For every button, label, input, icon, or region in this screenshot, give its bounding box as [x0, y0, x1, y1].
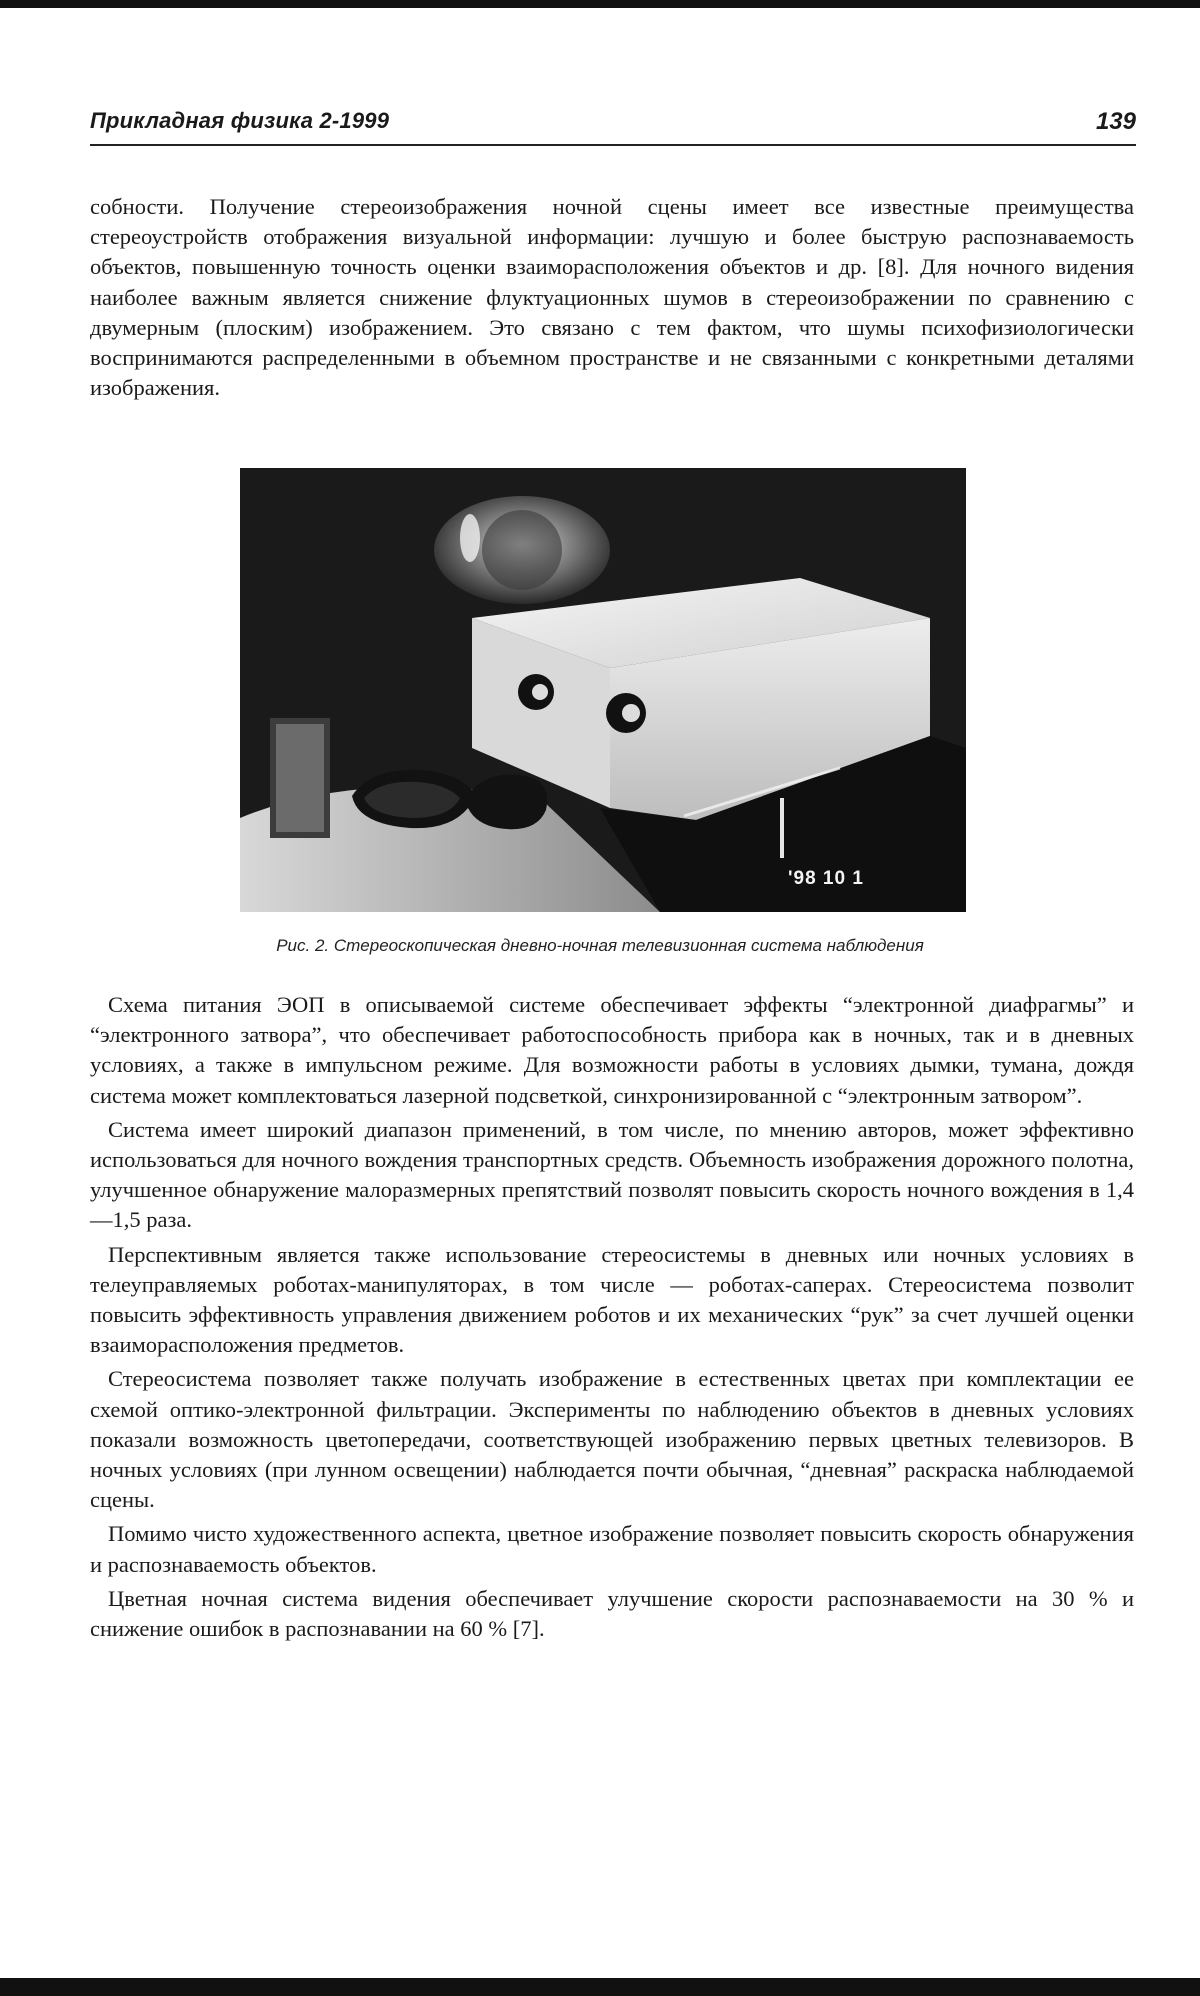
paragraph: Перспективным является также использование стереосистемы в дневных или ночных условиях в телеуправляемых роботах-манипуляторах, в том числе — роботах-саперах. Стереосистема позволит повысить эффективность управления движением роботов и их механических “рук” за счет лучшей оценки взаиморасположения предметов.: [90, 1241, 1134, 1358]
paragraph: Схема питания ЭОП в описываемой системе обеспечивает эффекты “электронной диафрагмы” и “электронного затвора”, что обеспечивает работоспособность прибора как в ночных, так и в дневных условиях, а также в импульсном режиме. Для возможности работы в условиях дымки, тумана, дождя система может комплектоваться лазерной подсветкой, синхронизированной с “электронным затвором”.: [90, 992, 1134, 1108]
page-header: [90, 104, 1136, 146]
paragraph: Цветная ночная система видения обеспечивает улучшение скорости распознаваемости на 30 % и снижение ошибок в распознавании на 60 % [7].: [90, 1585, 1134, 1642]
paragraph: Помимо чисто художественного аспекта, цветное изображение позволяет повысить скорость обнаружения и распознаваемость объектов.: [90, 1521, 1134, 1577]
scan-top-border: [0, 0, 1200, 8]
paragraph-continuation: собности. Получение стереоизображения ночной сцены имеет все известные преимущества стереоустройств отображения визуальной информации: лучшую и более быструю распознаваемость объектов, повышенную точность оценки взаиморасположения объектов и др. [8]. Для ночного видения наиболее важным является снижение флуктуационных шумов в стереоизображении по сравнению с двумерным (плоским) изображением. Это связано с тем фактом, что шумы психофизиологически воспринимаются распределенными в объемном пространстве и не связанными с конкретными деталями изображения.: [90, 194, 1134, 401]
journal-title: Прикладная физика 2-1999: [90, 108, 390, 133]
paragraph: Стереосистема позволяет также получать изображение в естественных цветах при комплектации ее схемой оптико-электронной фильтрации. Эксперименты по наблюдению объектов в дневных условиях показали возможность цветопередачи, соответствующей изображению первых цветных телевизоров. В ночных условиях (при лунном освещении) наблюдается почти обычная, “дневная” раскраска наблюдаемой сцены.: [90, 1366, 1134, 1513]
scan-bottom-border: [0, 1978, 1200, 1996]
body-text-bottom: [90, 990, 1134, 1648]
body-text-top: [90, 192, 1134, 403]
figure-photo: [240, 468, 966, 912]
page-number: 139: [1095, 108, 1136, 135]
photo-date-stamp: '98 10 1: [788, 868, 864, 889]
figure-caption: Рис. 2. Стереоскопическая дневно-ночная телевизионная система наблюдения: [276, 936, 924, 955]
stereo-system-photo: [240, 468, 966, 912]
paragraph: Система имеет широкий диапазон применений, в том числе, по мнению авторов, может эффективно использоваться для ночного вождения транспортных средств. Объемность изображения дорожного полотна, улучшенное обнаружение малоразмерных препятствий позволят повысить скорость ночного вождения в 1,4—1,5 раза.: [90, 1116, 1134, 1233]
